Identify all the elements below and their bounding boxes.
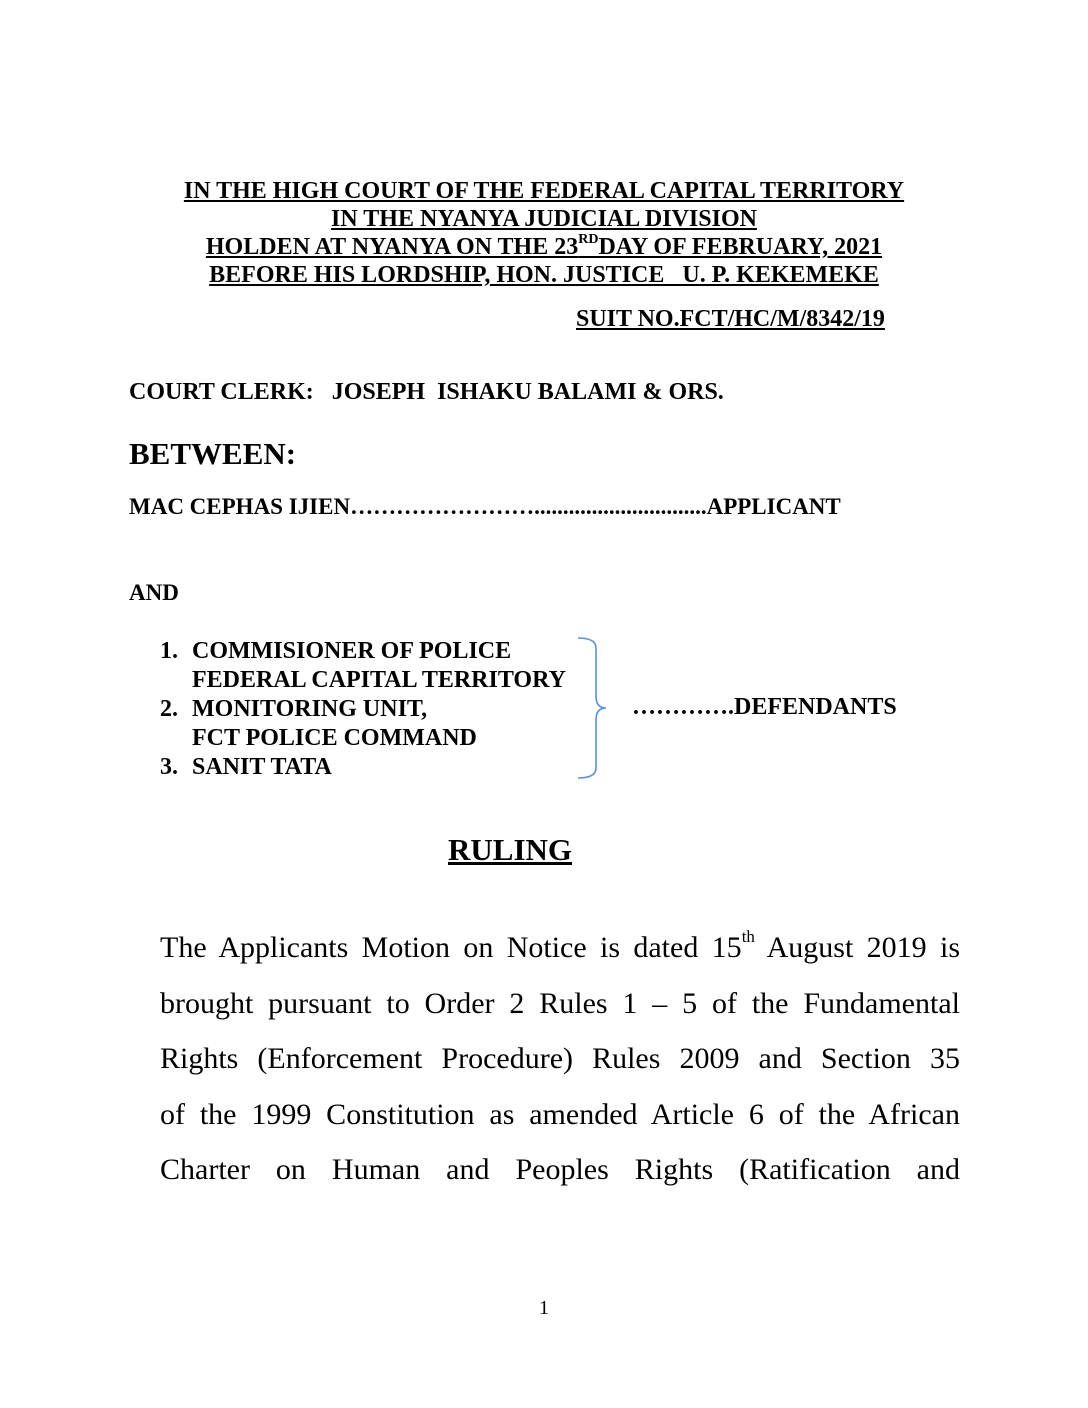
applicant-line bbox=[129, 494, 841, 520]
page-number: 1 bbox=[539, 1297, 549, 1319]
holden-date-line bbox=[0, 233, 1088, 261]
defendant-name: SANIT TATA bbox=[192, 754, 332, 780]
ordinal-suffix: th bbox=[741, 927, 755, 946]
judge-line: BEFORE HIS LORDSHIP, HON. JUSTICE U. P. KEKEMEKE bbox=[209, 262, 879, 288]
holden-text: HOLDEN AT NYANYA ON THE 23 bbox=[205, 234, 579, 260]
applicant-name: MAC CEPHAS IJIEN bbox=[129, 494, 351, 519]
body-line-3: Rights (Enforcement Procedure) Rules 2009 and Section 35 bbox=[160, 1042, 960, 1075]
date-ordinal-suffix: RD bbox=[578, 232, 599, 247]
defendant-item-1 bbox=[160, 637, 511, 665]
applicant-role: APPLICANT bbox=[706, 494, 841, 519]
defendants-dots: …………. bbox=[632, 694, 734, 720]
court-title-line: IN THE HIGH COURT OF THE FEDERAL CAPITAL TERRITORY bbox=[183, 178, 905, 204]
right-curly-brace bbox=[572, 636, 632, 782]
body-line-2: brought pursuant to Order 2 Rules 1 – 5 of the Fundamental bbox=[160, 986, 960, 1020]
court-clerk-line: COURT CLERK: JOSEPH ISHAKU BALAMI & ORS. bbox=[129, 379, 724, 405]
ruling-title: RULING bbox=[448, 832, 573, 867]
suit-number: SUIT NO.FCT/HC/M/8342/19 bbox=[576, 306, 885, 332]
defendant-item-2-line2: FCT POLICE COMMAND bbox=[192, 725, 477, 751]
applicant-dots: …………………….............................. bbox=[350, 494, 707, 519]
defendant-name: COMMISIONER OF POLICE bbox=[192, 638, 512, 664]
defendants-role: DEFENDANTS bbox=[734, 694, 897, 720]
and-label: AND bbox=[129, 580, 179, 605]
body-line-1 bbox=[160, 920, 960, 976]
ruling-body-paragraph bbox=[160, 920, 960, 1198]
division-line: IN THE NYANYA JUDICIAL DIVISION bbox=[331, 206, 757, 232]
defendants-label bbox=[632, 694, 897, 721]
defendant-number: 1. bbox=[160, 638, 178, 664]
defendant-item-2 bbox=[160, 695, 427, 723]
body-line-5: Charter on Human and Peoples Rights (Ratification and bbox=[160, 1153, 960, 1186]
defendant-item-3 bbox=[160, 753, 332, 781]
body-line-1-text: The Applicants Motion on Notice is dated 15 bbox=[160, 931, 742, 964]
defendant-number: 3. bbox=[160, 754, 178, 780]
between-heading: BETWEEN: bbox=[129, 436, 297, 471]
defendant-item-1-line2: FEDERAL CAPITAL TERRITORY bbox=[192, 667, 566, 693]
defendant-name: MONITORING UNIT, bbox=[192, 696, 428, 722]
body-line-4: of the 1999 Constitution as amended Article 6 of the African bbox=[160, 1097, 960, 1131]
defendant-number: 2. bbox=[160, 696, 178, 722]
body-line-1-tail: August 2019 is bbox=[754, 931, 960, 964]
holden-date-text: DAY OF FEBRUARY, 2021 bbox=[598, 234, 883, 260]
